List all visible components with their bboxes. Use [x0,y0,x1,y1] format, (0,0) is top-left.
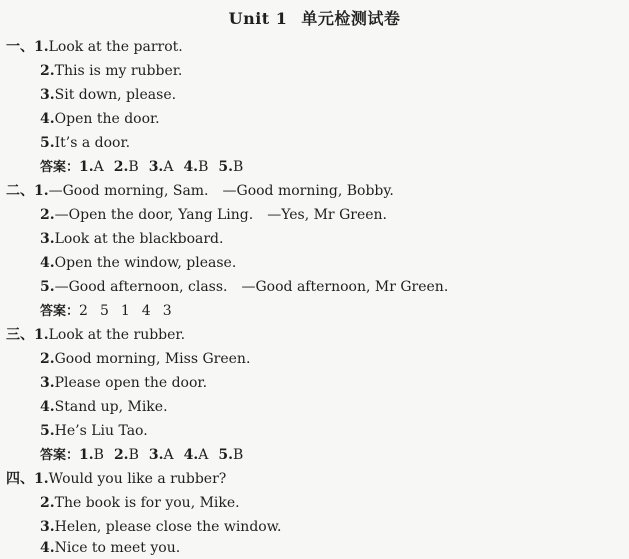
section-1-item-5 [40,134,130,152]
item-text: It’s a door. [54,135,131,151]
sequence-value: 4 [141,303,151,319]
answer-label: 答案： [40,160,80,175]
item-reply: —Yes, Mr Green. [267,207,387,223]
item-text: Sit down, please. [54,87,177,103]
answer-value: B [93,447,104,463]
item-text: Would you like a rubber? [48,471,227,487]
item-number: 3. [40,519,55,535]
item-number: 1. [34,471,49,487]
sequence-value: 2 [79,303,88,319]
answer-number: 3. [148,159,164,175]
section-4-item-3 [40,518,281,536]
item-text: Good morning, Miss Green. [54,351,251,367]
item-number: 2. [40,207,55,223]
page-title [0,6,629,29]
item-number: 1. [34,183,49,199]
section-2-item-3 [40,230,223,248]
section-4-item-2 [40,494,240,512]
answer-value: B [128,447,139,463]
item-number: 4. [40,255,55,271]
section-3-item-2 [40,350,250,368]
item-text: —Open the door, Yang Ling. [54,207,254,223]
item-number: 3. [40,231,55,247]
section-3-answers [40,446,253,465]
section-4-item-1 [6,470,226,488]
item-number: 2. [40,63,55,79]
section-1-marker: 一、 [6,39,34,55]
section-1-item-1 [6,38,183,56]
answer-label: 答案： [40,448,80,463]
item-number: 3. [40,87,55,103]
item-number: 3. [40,375,55,391]
answer-number: 5. [218,159,233,175]
item-number: 5. [40,279,55,295]
item-text: Please open the door. [54,375,208,391]
answer-number: 2. [113,447,129,463]
item-text: Look at the blackboard. [54,231,224,247]
sequence-value: 1 [120,303,130,319]
answer-value: B [128,159,139,175]
item-text: Open the door. [54,111,160,127]
item-reply: —Good morning, Bobby. [222,183,394,199]
answer-label: 答案： [40,304,80,319]
item-text: Look at the parrot. [48,39,183,55]
answer-value: A [163,159,174,175]
section-1-answers [40,158,253,177]
sequence-value: 5 [99,303,109,319]
item-number: 4. [40,111,55,127]
answer-number: 4. [183,447,199,463]
item-number: 5. [40,423,55,439]
title-name: 单元检测试卷 [301,9,401,28]
item-number: 4. [40,399,55,415]
item-text: Look at the rubber. [48,327,186,343]
answer-value: A [163,447,174,463]
item-text: Nice to meet you. [54,540,181,556]
section-3-item-5 [40,422,148,440]
title-unit: Unit 1 [228,9,288,28]
item-text: Helen, please close the window. [54,519,282,535]
section-1-item-4 [40,110,160,128]
answer-value: B [232,159,244,175]
section-1-item-2 [40,62,182,80]
answer-value: A [93,159,104,175]
item-reply: —Good afternoon, Mr Green. [241,279,449,295]
item-number: 1. [34,39,49,55]
item-number: 2. [40,351,55,367]
item-text: This is my rubber. [54,63,183,79]
section-2-answers [40,302,184,321]
item-text: Stand up, Mike. [54,399,168,415]
item-text: Open the window, please. [54,255,237,271]
section-3-item-1 [6,326,185,344]
answer-number: 1. [79,447,94,463]
section-2-item-1 [6,182,394,200]
section-4-item-4 [40,539,180,557]
section-3-item-4 [40,398,168,416]
section-3-marker: 三、 [6,327,34,343]
section-2-item-4 [40,254,236,272]
section-4-marker: 四、 [6,471,34,487]
section-3-item-3 [40,374,207,392]
item-number: 5. [40,135,55,151]
answer-value: B [232,447,244,463]
section-2-marker: 二、 [6,183,34,199]
answer-number: 1. [79,159,94,175]
section-2-item-2 [40,206,387,224]
item-number: 4. [40,540,55,556]
section-2-item-5 [40,278,448,296]
item-text: —Good morning, Sam. [48,183,209,199]
item-text: —Good afternoon, class. [54,279,228,295]
answer-number: 2. [113,159,129,175]
sequence-value: 3 [162,303,172,319]
answer-value: B [198,159,209,175]
item-number: 2. [40,495,55,511]
answer-number: 3. [148,447,164,463]
item-text: He’s Liu Tao. [54,423,148,439]
answer-number: 4. [183,159,199,175]
section-1-item-3 [40,86,176,104]
answer-value: A [198,447,209,463]
item-number: 1. [34,327,49,343]
answer-number: 5. [218,447,233,463]
item-text: The book is for you, Mike. [54,495,240,511]
